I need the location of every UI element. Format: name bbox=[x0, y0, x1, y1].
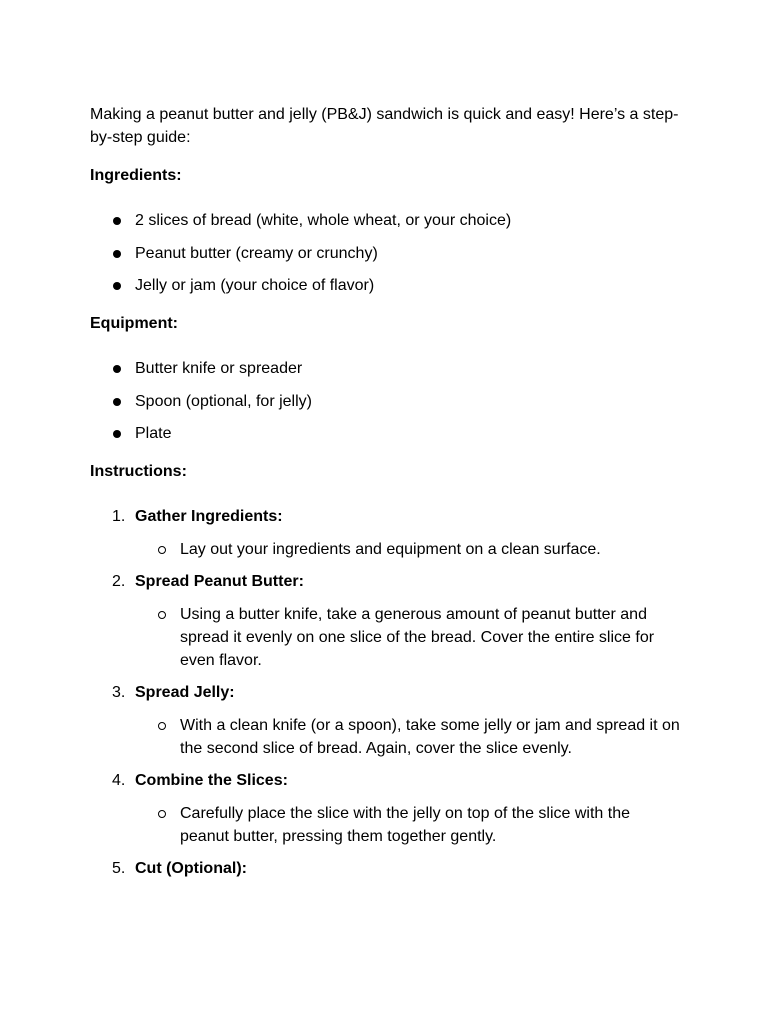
intro-paragraph: Making a peanut butter and jelly (PB&J) sandwich is quick and easy! Here’s a step-by-step guide: bbox=[90, 106, 679, 146]
list-item bbox=[90, 390, 680, 413]
equipment-list bbox=[90, 357, 680, 445]
bullet-icon bbox=[113, 365, 121, 373]
instructions-heading: Instructions: bbox=[90, 463, 187, 480]
step-detail-text: With a clean knife (or a spoon), take some jelly or jam and spread it on the second slice of bread. Again, cover the slice evenly. bbox=[180, 716, 680, 757]
list-item-text: Spoon (optional, for jelly) bbox=[135, 392, 312, 410]
step-detail-text: Using a butter knife, take a generous amount of peanut butter and spread it evenly on one slice of the bread. Cover the entire slice for even flavor. bbox=[180, 605, 655, 669]
step-number: 5. bbox=[112, 860, 126, 877]
bullet-icon bbox=[113, 250, 121, 258]
bullet-icon bbox=[113, 398, 121, 406]
hollow-bullet-icon bbox=[158, 722, 166, 730]
list-item bbox=[90, 209, 680, 232]
list-item-text: Butter knife or spreader bbox=[135, 360, 303, 377]
list-item-text: Plate bbox=[135, 425, 172, 442]
hollow-bullet-icon bbox=[158, 611, 166, 619]
step-detail bbox=[135, 603, 680, 672]
step-number: 4. bbox=[112, 772, 126, 789]
list-item-text: Jelly or jam (your choice of flavor) bbox=[135, 277, 375, 294]
step-item bbox=[90, 769, 680, 848]
step-detail bbox=[135, 802, 680, 848]
step-item bbox=[90, 681, 680, 760]
step-detail-list bbox=[135, 802, 680, 848]
ingredients-heading: Ingredients: bbox=[90, 167, 182, 184]
instructions-list bbox=[90, 505, 680, 880]
step-detail bbox=[135, 538, 680, 561]
list-item-text: 2 slices of bread (white, whole wheat, or your choice) bbox=[135, 212, 512, 229]
document-body bbox=[90, 103, 680, 890]
step-detail-list bbox=[135, 538, 680, 561]
step-detail-list bbox=[135, 714, 680, 760]
list-item-text: Peanut butter (creamy or crunchy) bbox=[135, 244, 378, 262]
bullet-icon bbox=[113, 282, 121, 290]
step-detail-text: Carefully place the slice with the jelly on top of the slice with the peanut butter, pressing them together gently. bbox=[180, 804, 631, 845]
list-item bbox=[90, 422, 680, 445]
list-item bbox=[90, 242, 680, 265]
step-detail bbox=[135, 714, 680, 760]
list-item bbox=[90, 274, 680, 297]
step-item bbox=[90, 505, 680, 561]
step-number: 2. bbox=[112, 573, 126, 590]
ingredients-list bbox=[90, 209, 680, 297]
step-title: Spread Jelly: bbox=[135, 684, 235, 701]
step-title: Gather Ingredients: bbox=[135, 508, 283, 525]
step-title: Combine the Slices: bbox=[135, 772, 288, 789]
step-detail-text: Lay out your ingredients and equipment on a clean surface. bbox=[180, 540, 601, 558]
step-title: Spread Peanut Butter: bbox=[135, 573, 304, 590]
step-detail-list bbox=[135, 603, 680, 672]
hollow-bullet-icon bbox=[158, 810, 166, 818]
list-item bbox=[90, 357, 680, 380]
equipment-heading: Equipment: bbox=[90, 315, 178, 332]
step-number: 3. bbox=[112, 684, 126, 701]
step-title: Cut (Optional): bbox=[135, 860, 247, 877]
hollow-bullet-icon bbox=[158, 546, 166, 554]
step-item bbox=[90, 570, 680, 672]
step-item bbox=[90, 857, 680, 880]
bullet-icon bbox=[113, 430, 121, 438]
step-number: 1. bbox=[112, 508, 126, 525]
bullet-icon bbox=[113, 217, 121, 225]
